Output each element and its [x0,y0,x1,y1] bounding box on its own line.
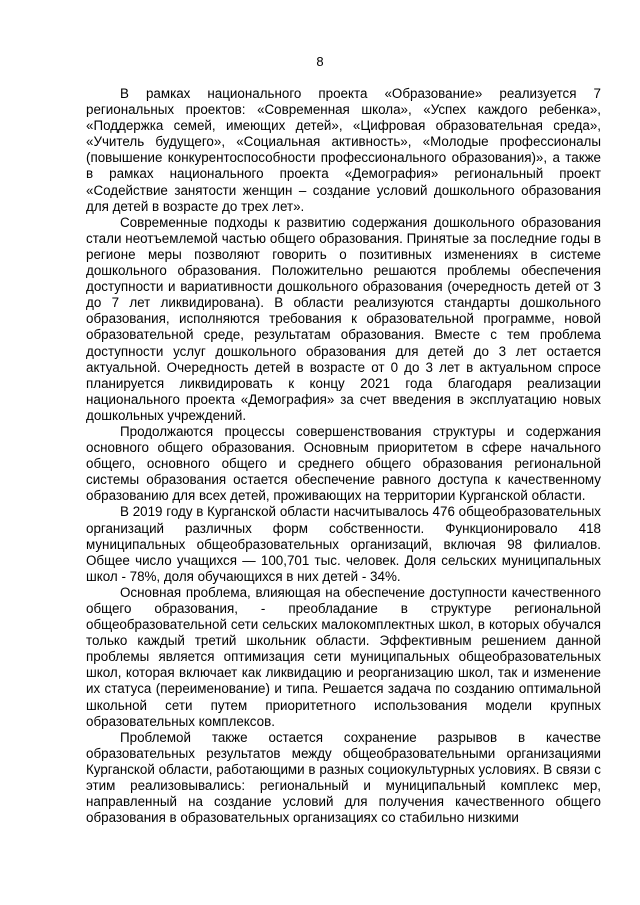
paragraph-main-problem: Основная проблема, влияющая на обеспечение доступности качественного общего образования, - преобладание в структуре региональной общеобразовательной сети сельских малокомплектных школ, в которых обучался только каждый третий школьник области. Эффективным решением данной проблемы является оптимизация сети муниципальных общеобразовательных школ, которая включает как ликвидацию и реорганизацию школ, так и изменение их статуса (переименование) и типа. Решается задача по созданию оптимальной школьной сети путем приоритетного использования модели крупных образовательных комплексов. [86,584,601,729]
document-body [86,86,601,826]
page-number: 8 [316,54,324,69]
paragraph-preschool-education: Современные подходы к развитию содержания дошкольного образования стали неотъемлемой частью общего образования. Принятые за последние годы в регионе меры позволяют говорить о позитивных изменениях в системе дошкольного образования. Положительно решаются проблемы обеспечения доступности и вариативности дошкольного образования (очередность детей от 3 до 7 лет ликвидирована). В области реализуются стандарты дошкольного образования, исполняются требования к образовательной программе, новой образовательной среде, результатам образования. Вместе с тем проблема доступности услуг дошкольного образования для детей до 3 лет остается актуальной. Очередность детей в возрасте от 0 до 3 лет в актуальном спросе планируется ликвидировать к концу 2021 года благодаря реализации национального проекта «Демография» за счет введения в эксплуатацию новых дошкольных учреждений. [86,214,601,423]
paragraph-quality-gaps: Проблемой также остается сохранение разрывов в качестве образовательных результатов между общеобразовательными организациями Курганской области, работающими в разных социокультурных условиях. В связи с этим реализовывались: региональный и муниципальный комплекс мер, направленный на создание условий для получения качественного общего образования в образовательных организациях со стабильно низкими [86,729,601,826]
paragraph-national-projects: В рамках национального проекта «Образование» реализуется 7 региональных проектов: «Современная школа», «Успех каждого ребенка», «Поддержка семей, имеющих детей», «Цифровая образовательная среда», «Учитель будущего», «Социальная активность», «Молодые профессионалы (повышение конкурентоспособности профессионального образования)», а также в рамках национального проекта «Демография» региональный проект «Содействие занятости женщин – создание условий дошкольного образования для детей в возрасте до трех лет». [86,86,601,214]
paragraph-school-statistics: В 2019 году в Курганской области насчитывалось 476 общеобразовательных организаций различных форм собственности. Функционировало 418 муниципальных общеобразовательных организаций, включая 98 филиалов. Общее число учащихся — 100,701 тыс. человек. Доля сельских муниципальных школ - 78%, доля обучающихся в них детей - 34%. [86,504,601,584]
paragraph-general-education: Продолжаются процессы совершенствования структуры и содержания основного общего образования. Основным приоритетом в сфере начального общего, основного общего и среднего общего образования региональной системы образования остается обеспечение равного доступа к качественному образованию для всех детей, проживающих на территории Курганской области. [86,423,601,504]
